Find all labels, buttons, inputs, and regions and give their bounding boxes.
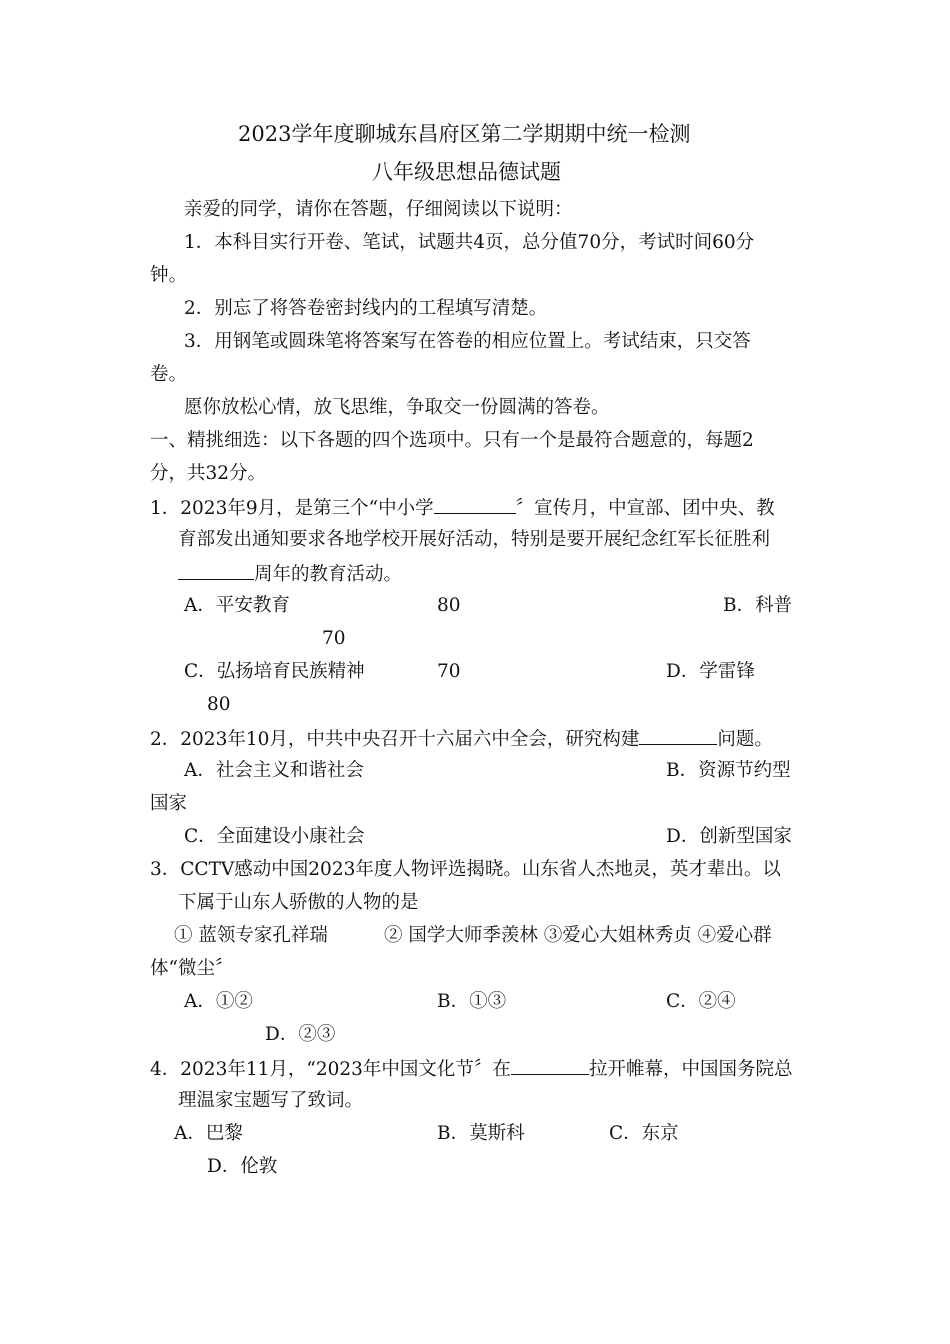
q3-option-a: A．①② bbox=[184, 991, 253, 1012]
wish: 愿你放松心情，放飞思维，争取交一份圆满的答卷。 bbox=[184, 397, 610, 418]
q2-option-b-cont: 国家 bbox=[150, 793, 188, 814]
q3-option-c: C．②④ bbox=[666, 991, 736, 1012]
section-1-heading: 一、精挑细选：以下各题的四个选项中。只有一个是最符合题意的，每题2 bbox=[150, 430, 754, 451]
instruction-1: 1．本科目实行开卷、笔试，试题共4页，总分值70分，考试时间60分 bbox=[184, 232, 755, 253]
answer-blank bbox=[434, 495, 516, 514]
question-1-text-c: 周年的教育活动。 bbox=[254, 564, 403, 585]
q1-option-b: B．科普 bbox=[723, 595, 793, 616]
q4-option-d: D．伦敦 bbox=[207, 1156, 278, 1177]
answer-blank bbox=[639, 726, 717, 745]
question-1-line-2: 育部发出通知要求各地学校开展好活动，特别是要开展纪念红军长征胜利 bbox=[178, 529, 771, 550]
instruction-3-cont: 卷。 bbox=[150, 364, 188, 385]
q1-option-d: D．学雷锋 bbox=[666, 661, 755, 682]
instruction-1-cont: 钟。 bbox=[150, 265, 188, 286]
question-2-line-1 bbox=[150, 726, 773, 752]
question-2-text-b: 问题。 bbox=[717, 729, 773, 750]
question-1-text-a: 1．2023年9月，是第三个“中小学 bbox=[150, 498, 434, 519]
q3-items-2-4: ② 国学大师季羡林 ③爱心大姐林秀贞 ④爱心群 bbox=[384, 925, 772, 946]
q1-option-c-number: 70 bbox=[437, 661, 461, 682]
question-4-text-b: 拉开帷幕，中国国务院总 bbox=[588, 1059, 793, 1080]
section-1-heading-cont: 分，共32分。 bbox=[150, 463, 267, 484]
q4-option-c: C．东京 bbox=[609, 1123, 679, 1144]
q2-option-c: C．全面建设小康社会 bbox=[184, 826, 365, 847]
question-4-line-1 bbox=[150, 1056, 792, 1082]
question-4-text-a: 4．2023年11月，“2023年中国文化节〞在 bbox=[150, 1059, 511, 1080]
answer-blank bbox=[178, 561, 254, 580]
q2-option-b: B．资源节约型 bbox=[666, 760, 791, 781]
page-subtitle: 八年级思想品德试题 bbox=[372, 160, 561, 184]
q3-option-d: D．②③ bbox=[265, 1024, 336, 1045]
q3-item-1: ① 蓝领专家孔祥瑞 bbox=[174, 925, 328, 946]
question-3-line-1: 3．CCTV感动中国2023年度人物评选揭晓。山东省人杰地灵，英才辈出。以 bbox=[150, 859, 781, 880]
question-3-line-2: 下属于山东人骄傲的人物的是 bbox=[178, 892, 419, 913]
question-4-line-2: 理温家宝题写了致词。 bbox=[178, 1090, 364, 1111]
q4-option-a: A．巴黎 bbox=[174, 1123, 243, 1144]
q2-option-d: D．创新型国家 bbox=[666, 826, 792, 847]
question-1-line-1 bbox=[150, 495, 775, 521]
q4-option-b: B．莫斯科 bbox=[437, 1123, 525, 1144]
q1-option-a: A．平安教育 bbox=[184, 595, 290, 616]
q1-option-b-number: 70 bbox=[322, 628, 346, 649]
q2-option-a: A．社会主义和谐社会 bbox=[184, 760, 364, 781]
q1-option-c: C．弘扬培育民族精神 bbox=[184, 661, 365, 682]
question-2-text-a: 2．2023年10月，中共中央召开十六届六中全会，研究构建 bbox=[150, 729, 640, 750]
instruction-2: 2．别忘了将答卷密封线内的工程填写清楚。 bbox=[184, 298, 548, 319]
instruction-3: 3．用钢笔或圆珠笔将答案写在答卷的相应位置上。考试结束，只交答 bbox=[184, 331, 751, 352]
greeting: 亲爱的同学，请你在答题，仔细阅读以下说明： bbox=[184, 199, 573, 220]
q3-option-b: B．①③ bbox=[437, 991, 507, 1012]
question-1-line-3 bbox=[178, 561, 402, 587]
question-1-text-b: 〞宣传月，中宣部、团中央、教 bbox=[515, 498, 775, 519]
answer-blank bbox=[511, 1056, 589, 1075]
q3-items-cont: 体“微尘〞 bbox=[150, 958, 234, 979]
page-title: 2023学年度聊城东昌府区第二学期期中统一检测 bbox=[238, 122, 691, 146]
q1-option-d-number: 80 bbox=[207, 694, 231, 715]
q1-option-a-number: 80 bbox=[437, 595, 461, 616]
